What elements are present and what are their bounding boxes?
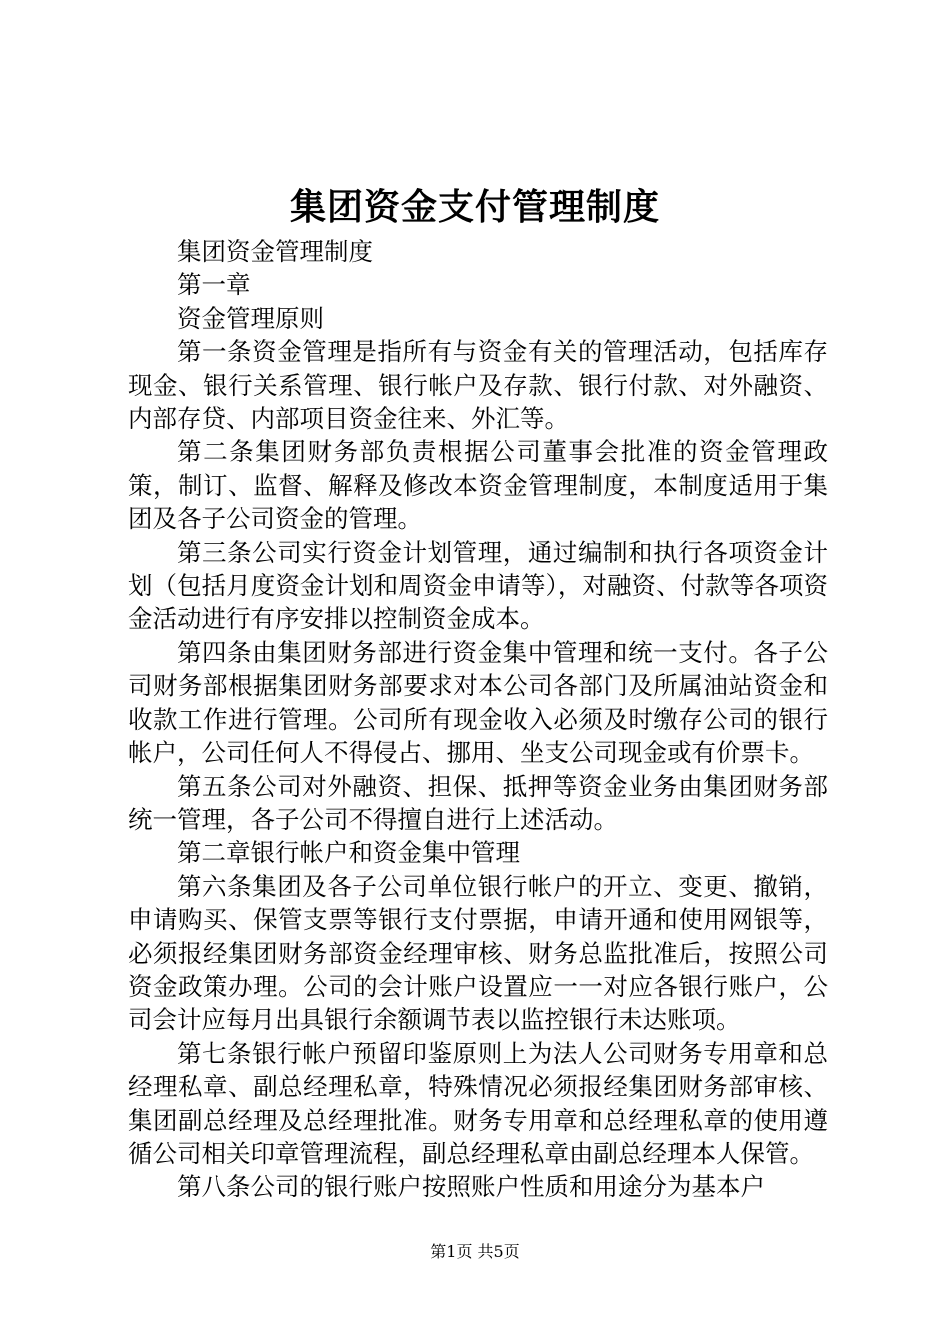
paragraph: 集团资金管理制度 xyxy=(177,237,373,266)
paragraph: 第二条集团财务部负责根据公司董事会批准的资金管理政策，制订、监督、解释及修改本资金管理制度，本制度适用于集团及各子公司资金的管理。 xyxy=(128,437,828,534)
paragraph: 第七条银行帐户预留印鉴原则上为法人公司财务专用章和总经理私章、副总经理私章，特殊情况必须报经集团财务部审核、集团副总经理及总经理批准。财务专用章和总经理私章的使用遵循公司相关印章管理流程，副总经理私章由副总经理本人保管。 xyxy=(128,1038,828,1168)
paragraph: 第一条资金管理是指所有与资金有关的管理活动，包括库存现金、银行关系管理、银行帐户及存款、银行付款、对外融资、内部存贷、内部项目资金往来、外汇等。 xyxy=(128,337,828,434)
paragraph: 资金管理原则 xyxy=(177,303,324,333)
document-body xyxy=(128,235,828,1204)
paragraph: 第八条公司的银行账户按照账户性质和用途分为基本户 xyxy=(177,1172,765,1202)
page-footer: 第1页 共5页 xyxy=(430,1242,520,1261)
paragraph: 第二章银行帐户和资金集中管理 xyxy=(177,838,520,868)
paragraph: 第四条由集团财务部进行资金集中管理和统一支付。各子公司财务部根据集团财务部要求对本公司各部门及所属油站资金和收款工作进行管理。公司所有现金收入必须及时缴存公司的银行帐户，公司任何人不得侵占、挪用、坐支公司现金或有价票卡。 xyxy=(128,637,828,768)
paragraph: 第五条公司对外融资、担保、抵押等资金业务由集团财务部统一管理，各子公司不得擅自进行上述活动。 xyxy=(128,771,828,834)
paragraph: 第六条集团及各子公司单位银行帐户的开立、变更、撤销，申请购买、保管支票等银行支付票据，申请开通和使用网银等，必须报经集团财务部资金经理审核、财务总监批准后，按照公司资金政策办理。公司的会计账户设置应一一对应各银行账户，公司会计应每月出具银行余额调节表以监控银行未达账项。 xyxy=(128,871,828,1035)
document-title: 集团资金支付管理制度 xyxy=(289,187,660,228)
paragraph: 第一章 xyxy=(177,270,251,300)
paragraph: 第三条公司实行资金计划管理，通过编制和执行各项资金计划（包括月度资金计划和周资金申请等），对融资、付款等各项资金活动进行有序安排以控制资金成本。 xyxy=(128,537,828,634)
